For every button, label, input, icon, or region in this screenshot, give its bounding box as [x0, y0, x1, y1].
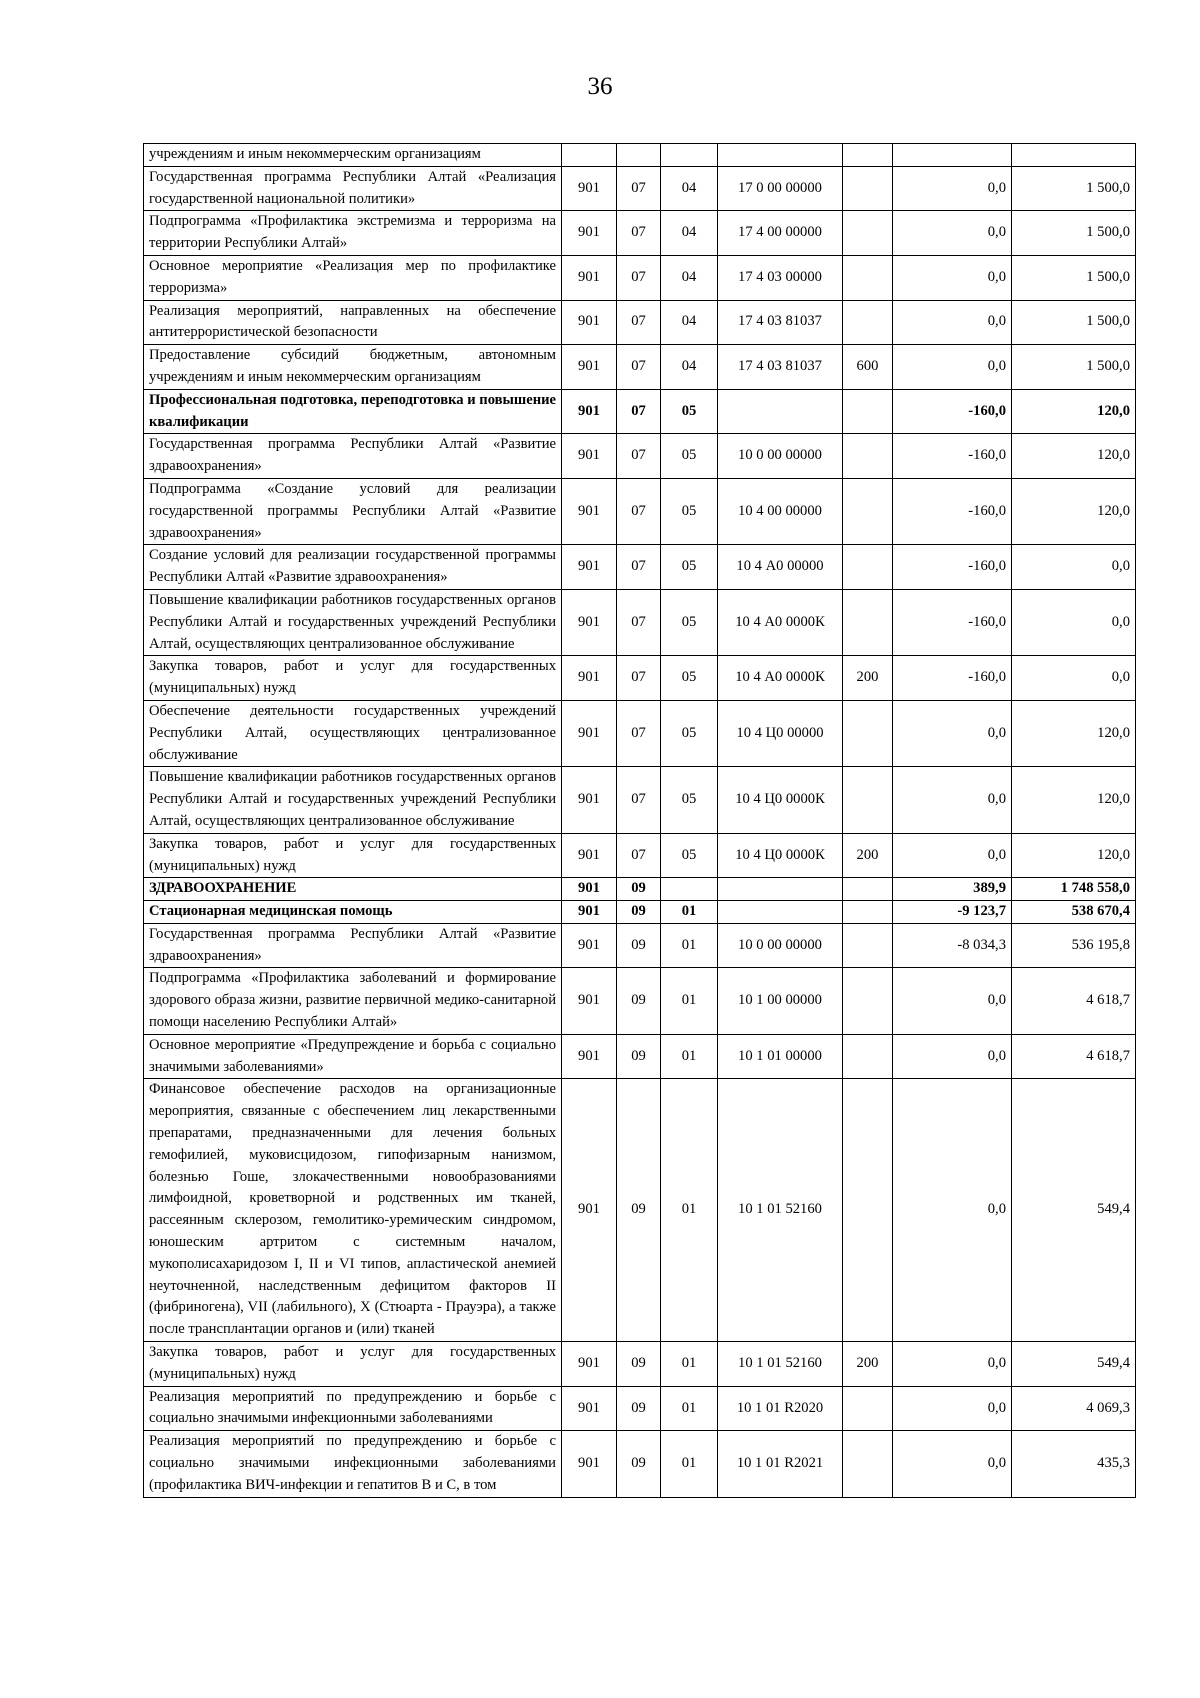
- subsection-code-cell: 04: [661, 211, 718, 256]
- change-amount-cell: 0,0: [893, 968, 1012, 1034]
- grbs-code-cell: 901: [562, 255, 617, 300]
- table-row: [144, 211, 1136, 256]
- table-row: [144, 434, 1136, 479]
- grbs-code-cell: 901: [562, 211, 617, 256]
- section-code-cell: 09: [617, 1431, 661, 1497]
- expense-type-cell: [843, 300, 893, 345]
- row-name-cell: Закупка товаров, работ и услуг для государственных (муниципальных) нужд: [144, 1342, 562, 1387]
- grbs-code-cell: 901: [562, 1431, 617, 1497]
- expense-type-cell: [843, 255, 893, 300]
- expense-type-cell: [843, 968, 893, 1034]
- change-amount-cell: -160,0: [893, 656, 1012, 701]
- section-code-cell: 09: [617, 968, 661, 1034]
- section-code-cell: 07: [617, 300, 661, 345]
- total-amount-cell: 1 500,0: [1012, 166, 1136, 211]
- row-name-cell: Подпрограмма «Профилактика заболеваний и формирование здорового образа жизни, развитие первичной медико-санитарной помощи населению Республики Алтай»: [144, 968, 562, 1034]
- section-code-cell: 07: [617, 345, 661, 390]
- target-article-cell: 10 1 01 52160: [718, 1342, 843, 1387]
- subsection-code-cell: 05: [661, 656, 718, 701]
- section-code-cell: 09: [617, 1342, 661, 1387]
- subsection-code-cell: 04: [661, 345, 718, 390]
- section-code-cell: 07: [617, 589, 661, 655]
- target-article-cell: [718, 389, 843, 434]
- row-name-cell: Подпрограмма «Профилактика экстремизма и терроризма на территории Республики Алтай»: [144, 211, 562, 256]
- change-amount-cell: -8 034,3: [893, 923, 1012, 968]
- change-amount-cell: 0,0: [893, 1431, 1012, 1497]
- table-row: [144, 767, 1136, 833]
- subsection-code-cell: 04: [661, 166, 718, 211]
- target-article-cell: [718, 878, 843, 901]
- grbs-code-cell: 901: [562, 1386, 617, 1431]
- target-article-cell: 10 4 00 00000: [718, 478, 843, 544]
- change-amount-cell: 0,0: [893, 833, 1012, 878]
- table-row: [144, 166, 1136, 211]
- target-article-cell: 17 4 03 00000: [718, 255, 843, 300]
- section-code-cell: 07: [617, 255, 661, 300]
- grbs-code-cell: 901: [562, 833, 617, 878]
- total-amount-cell: 536 195,8: [1012, 923, 1136, 968]
- expense-type-cell: [843, 589, 893, 655]
- row-name-cell: Закупка товаров, работ и услуг для государственных (муниципальных) нужд: [144, 833, 562, 878]
- section-code-cell: 07: [617, 389, 661, 434]
- total-amount-cell: 549,4: [1012, 1342, 1136, 1387]
- table-row: [144, 700, 1136, 766]
- target-article-cell: 10 0 00 00000: [718, 923, 843, 968]
- expense-type-cell: [843, 144, 893, 167]
- total-amount-cell: 4 069,3: [1012, 1386, 1136, 1431]
- change-amount-cell: 0,0: [893, 700, 1012, 766]
- subsection-code-cell: 01: [661, 1342, 718, 1387]
- change-amount-cell: -160,0: [893, 478, 1012, 544]
- row-name-cell: Подпрограмма «Создание условий для реализации государственной программы Республики Алтай «Развитие здравоохранения»: [144, 478, 562, 544]
- total-amount-cell: 120,0: [1012, 434, 1136, 479]
- total-amount-cell: 120,0: [1012, 767, 1136, 833]
- section-code-cell: 09: [617, 1034, 661, 1079]
- total-amount-cell: 1 500,0: [1012, 255, 1136, 300]
- table-row: [144, 345, 1136, 390]
- grbs-code-cell: 901: [562, 345, 617, 390]
- change-amount-cell: 0,0: [893, 1079, 1012, 1342]
- section-code-cell: 09: [617, 1079, 661, 1342]
- row-name-cell: Основное мероприятие «Предупреждение и борьба с социально значимыми заболеваниями»: [144, 1034, 562, 1079]
- subsection-code-cell: 01: [661, 901, 718, 924]
- section-code-cell: 07: [617, 545, 661, 590]
- page-number: 36: [587, 73, 613, 100]
- subsection-code-cell: 01: [661, 1034, 718, 1079]
- grbs-code-cell: 901: [562, 878, 617, 901]
- total-amount-cell: 120,0: [1012, 478, 1136, 544]
- expense-type-cell: 200: [843, 833, 893, 878]
- subsection-code-cell: [661, 144, 718, 167]
- table-row: [144, 901, 1136, 924]
- change-amount-cell: -9 123,7: [893, 901, 1012, 924]
- row-name-cell: учреждениям и иным некоммерческим организациям: [144, 144, 562, 167]
- section-code-cell: 09: [617, 878, 661, 901]
- target-article-cell: 10 0 00 00000: [718, 434, 843, 479]
- total-amount-cell: 1 748 558,0: [1012, 878, 1136, 901]
- section-code-cell: 07: [617, 478, 661, 544]
- subsection-code-cell: 01: [661, 1079, 718, 1342]
- expense-type-cell: [843, 901, 893, 924]
- table-row: [144, 833, 1136, 878]
- table-row: [144, 389, 1136, 434]
- expense-type-cell: [843, 389, 893, 434]
- total-amount-cell: 120,0: [1012, 389, 1136, 434]
- grbs-code-cell: 901: [562, 166, 617, 211]
- target-article-cell: 10 1 01 R2021: [718, 1431, 843, 1497]
- total-amount-cell: 0,0: [1012, 656, 1136, 701]
- table-row: [144, 300, 1136, 345]
- change-amount-cell: -160,0: [893, 589, 1012, 655]
- table-row: [144, 1034, 1136, 1079]
- total-amount-cell: 0,0: [1012, 545, 1136, 590]
- change-amount-cell: 0,0: [893, 1034, 1012, 1079]
- grbs-code-cell: 901: [562, 923, 617, 968]
- expense-type-cell: [843, 166, 893, 211]
- row-name-cell: Государственная программа Республики Алтай «Развитие здравоохранения»: [144, 434, 562, 479]
- target-article-cell: 10 4 Ц0 0000К: [718, 767, 843, 833]
- grbs-code-cell: 901: [562, 434, 617, 479]
- row-name-cell: Реализация мероприятий, направленных на обеспечение антитеррористической безопасности: [144, 300, 562, 345]
- target-article-cell: 10 1 01 00000: [718, 1034, 843, 1079]
- grbs-code-cell: 901: [562, 700, 617, 766]
- table-row: [144, 968, 1136, 1034]
- grbs-code-cell: 901: [562, 300, 617, 345]
- grbs-code-cell: [562, 144, 617, 167]
- total-amount-cell: 549,4: [1012, 1079, 1136, 1342]
- total-amount-cell: 1 500,0: [1012, 300, 1136, 345]
- subsection-code-cell: 05: [661, 767, 718, 833]
- table-row: [144, 1079, 1136, 1342]
- change-amount-cell: -160,0: [893, 434, 1012, 479]
- grbs-code-cell: 901: [562, 478, 617, 544]
- section-code-cell: 09: [617, 901, 661, 924]
- expense-type-cell: [843, 700, 893, 766]
- grbs-code-cell: 901: [562, 545, 617, 590]
- total-amount-cell: 1 500,0: [1012, 211, 1136, 256]
- row-name-cell: Обеспечение деятельности государственных учреждений Республики Алтай, осуществляющих централизованное обслуживание: [144, 700, 562, 766]
- subsection-code-cell: 05: [661, 434, 718, 479]
- section-code-cell: [617, 144, 661, 167]
- table-row: [144, 589, 1136, 655]
- row-name-cell: Реализация мероприятий по предупреждению и борьбе с социально значимыми инфекционными заболеваниями: [144, 1386, 562, 1431]
- change-amount-cell: 0,0: [893, 255, 1012, 300]
- expense-type-cell: [843, 767, 893, 833]
- subsection-code-cell: 01: [661, 968, 718, 1034]
- expense-type-cell: [843, 434, 893, 479]
- table-row: [144, 1431, 1136, 1497]
- change-amount-cell: 389,9: [893, 878, 1012, 901]
- expense-type-cell: [843, 1034, 893, 1079]
- budget-table: [143, 143, 1136, 1498]
- total-amount-cell: [1012, 144, 1136, 167]
- section-code-cell: 07: [617, 166, 661, 211]
- grbs-code-cell: 901: [562, 656, 617, 701]
- target-article-cell: 17 0 00 00000: [718, 166, 843, 211]
- section-code-cell: 07: [617, 833, 661, 878]
- grbs-code-cell: 901: [562, 1034, 617, 1079]
- target-article-cell: 10 1 01 52160: [718, 1079, 843, 1342]
- table-row: [144, 1342, 1136, 1387]
- change-amount-cell: -160,0: [893, 545, 1012, 590]
- target-article-cell: 17 4 00 00000: [718, 211, 843, 256]
- table-row: [144, 923, 1136, 968]
- subsection-code-cell: 04: [661, 300, 718, 345]
- target-article-cell: 10 4 А0 0000К: [718, 589, 843, 655]
- total-amount-cell: 120,0: [1012, 700, 1136, 766]
- expense-type-cell: [843, 1431, 893, 1497]
- table-row: [144, 478, 1136, 544]
- row-name-cell: Повышение квалификации работников государственных органов Республики Алтай и государственных учреждений Республики Алтай, осуществляющих централизованное обслуживание: [144, 589, 562, 655]
- row-name-cell: Государственная программа Республики Алтай «Реализация государственной национальной политики»: [144, 166, 562, 211]
- total-amount-cell: 4 618,7: [1012, 968, 1136, 1034]
- row-name-cell: Создание условий для реализации государственной программы Республики Алтай «Развитие здравоохранения»: [144, 545, 562, 590]
- row-name-cell: ЗДРАВООХРАНЕНИЕ: [144, 878, 562, 901]
- expense-type-cell: [843, 1386, 893, 1431]
- expense-type-cell: [843, 923, 893, 968]
- grbs-code-cell: 901: [562, 901, 617, 924]
- row-name-cell: Государственная программа Республики Алтай «Развитие здравоохранения»: [144, 923, 562, 968]
- target-article-cell: 17 4 03 81037: [718, 300, 843, 345]
- change-amount-cell: 0,0: [893, 345, 1012, 390]
- change-amount-cell: 0,0: [893, 1386, 1012, 1431]
- total-amount-cell: 0,0: [1012, 589, 1136, 655]
- target-article-cell: [718, 144, 843, 167]
- budget-table-body: [144, 144, 1136, 1498]
- expense-type-cell: [843, 211, 893, 256]
- subsection-code-cell: 05: [661, 700, 718, 766]
- expense-type-cell: [843, 1079, 893, 1342]
- row-name-cell: Профессиональная подготовка, переподготовка и повышение квалификации: [144, 389, 562, 434]
- change-amount-cell: 0,0: [893, 300, 1012, 345]
- expense-type-cell: 200: [843, 1342, 893, 1387]
- total-amount-cell: 4 618,7: [1012, 1034, 1136, 1079]
- grbs-code-cell: 901: [562, 1079, 617, 1342]
- target-article-cell: 10 4 А0 0000К: [718, 656, 843, 701]
- table-row: [144, 144, 1136, 167]
- subsection-code-cell: [661, 878, 718, 901]
- section-code-cell: 07: [617, 211, 661, 256]
- target-article-cell: 10 4 Ц0 0000К: [718, 833, 843, 878]
- subsection-code-cell: 01: [661, 923, 718, 968]
- table-row: [144, 878, 1136, 901]
- row-name-cell: Предоставление субсидий бюджетным, автономным учреждениям и иным некоммерческим организациям: [144, 345, 562, 390]
- expense-type-cell: [843, 545, 893, 590]
- expense-type-cell: 600: [843, 345, 893, 390]
- change-amount-cell: 0,0: [893, 1342, 1012, 1387]
- target-article-cell: 17 4 03 81037: [718, 345, 843, 390]
- grbs-code-cell: 901: [562, 1342, 617, 1387]
- table-row: [144, 656, 1136, 701]
- section-code-cell: 07: [617, 434, 661, 479]
- target-article-cell: 10 1 01 R2020: [718, 1386, 843, 1431]
- subsection-code-cell: 01: [661, 1431, 718, 1497]
- section-code-cell: 07: [617, 656, 661, 701]
- change-amount-cell: 0,0: [893, 211, 1012, 256]
- expense-type-cell: [843, 878, 893, 901]
- target-article-cell: 10 4 Ц0 00000: [718, 700, 843, 766]
- change-amount-cell: 0,0: [893, 767, 1012, 833]
- subsection-code-cell: 05: [661, 833, 718, 878]
- total-amount-cell: 538 670,4: [1012, 901, 1136, 924]
- expense-type-cell: 200: [843, 656, 893, 701]
- total-amount-cell: 1 500,0: [1012, 345, 1136, 390]
- expense-type-cell: [843, 478, 893, 544]
- table-row: [144, 255, 1136, 300]
- subsection-code-cell: 05: [661, 589, 718, 655]
- target-article-cell: 10 1 00 00000: [718, 968, 843, 1034]
- table-row: [144, 1386, 1136, 1431]
- row-name-cell: Финансовое обеспечение расходов на организационные мероприятия, связанные с обеспечением лиц лекарственными препаратами, предназначенными для лечения больных гемофилией, муковисцидозом, гипофизарным нанизмом, болезнью Гоше, злокачественными новообразованиями лимфоидной, кроветворной и родственных им тканей, рассеянным склерозом, гемолитико-уремическим синдромом, юношеским артритом с системным началом, мукополисахаридозом I, II и VI типов, апластической анемией неуточненной, наследственным дефицитом факторов II (фибриногена), VII (лабильного), X (Стюарта - Прауэра), а также после трансплантации органов и (или) тканей: [144, 1079, 562, 1342]
- target-article-cell: 10 4 А0 00000: [718, 545, 843, 590]
- grbs-code-cell: 901: [562, 968, 617, 1034]
- grbs-code-cell: 901: [562, 767, 617, 833]
- table-row: [144, 545, 1136, 590]
- grbs-code-cell: 901: [562, 589, 617, 655]
- section-code-cell: 09: [617, 1386, 661, 1431]
- section-code-cell: 07: [617, 700, 661, 766]
- change-amount-cell: -160,0: [893, 389, 1012, 434]
- subsection-code-cell: 05: [661, 389, 718, 434]
- subsection-code-cell: 05: [661, 478, 718, 544]
- subsection-code-cell: 01: [661, 1386, 718, 1431]
- section-code-cell: 09: [617, 923, 661, 968]
- row-name-cell: Стационарная медицинская помощь: [144, 901, 562, 924]
- row-name-cell: Основное мероприятие «Реализация мер по профилактике терроризма»: [144, 255, 562, 300]
- subsection-code-cell: 04: [661, 255, 718, 300]
- grbs-code-cell: 901: [562, 389, 617, 434]
- row-name-cell: Закупка товаров, работ и услуг для государственных (муниципальных) нужд: [144, 656, 562, 701]
- total-amount-cell: 435,3: [1012, 1431, 1136, 1497]
- row-name-cell: Реализация мероприятий по предупреждению и борьбе с социально значимыми инфекционными заболеваниями (профилактика ВИЧ-инфекции и гепатитов B и C, в том: [144, 1431, 562, 1497]
- row-name-cell: Повышение квалификации работников государственных органов Республики Алтай и государственных учреждений Республики Алтай, осуществляющих централизованное обслуживание: [144, 767, 562, 833]
- subsection-code-cell: 05: [661, 545, 718, 590]
- section-code-cell: 07: [617, 767, 661, 833]
- change-amount-cell: [893, 144, 1012, 167]
- total-amount-cell: 120,0: [1012, 833, 1136, 878]
- change-amount-cell: 0,0: [893, 166, 1012, 211]
- target-article-cell: [718, 901, 843, 924]
